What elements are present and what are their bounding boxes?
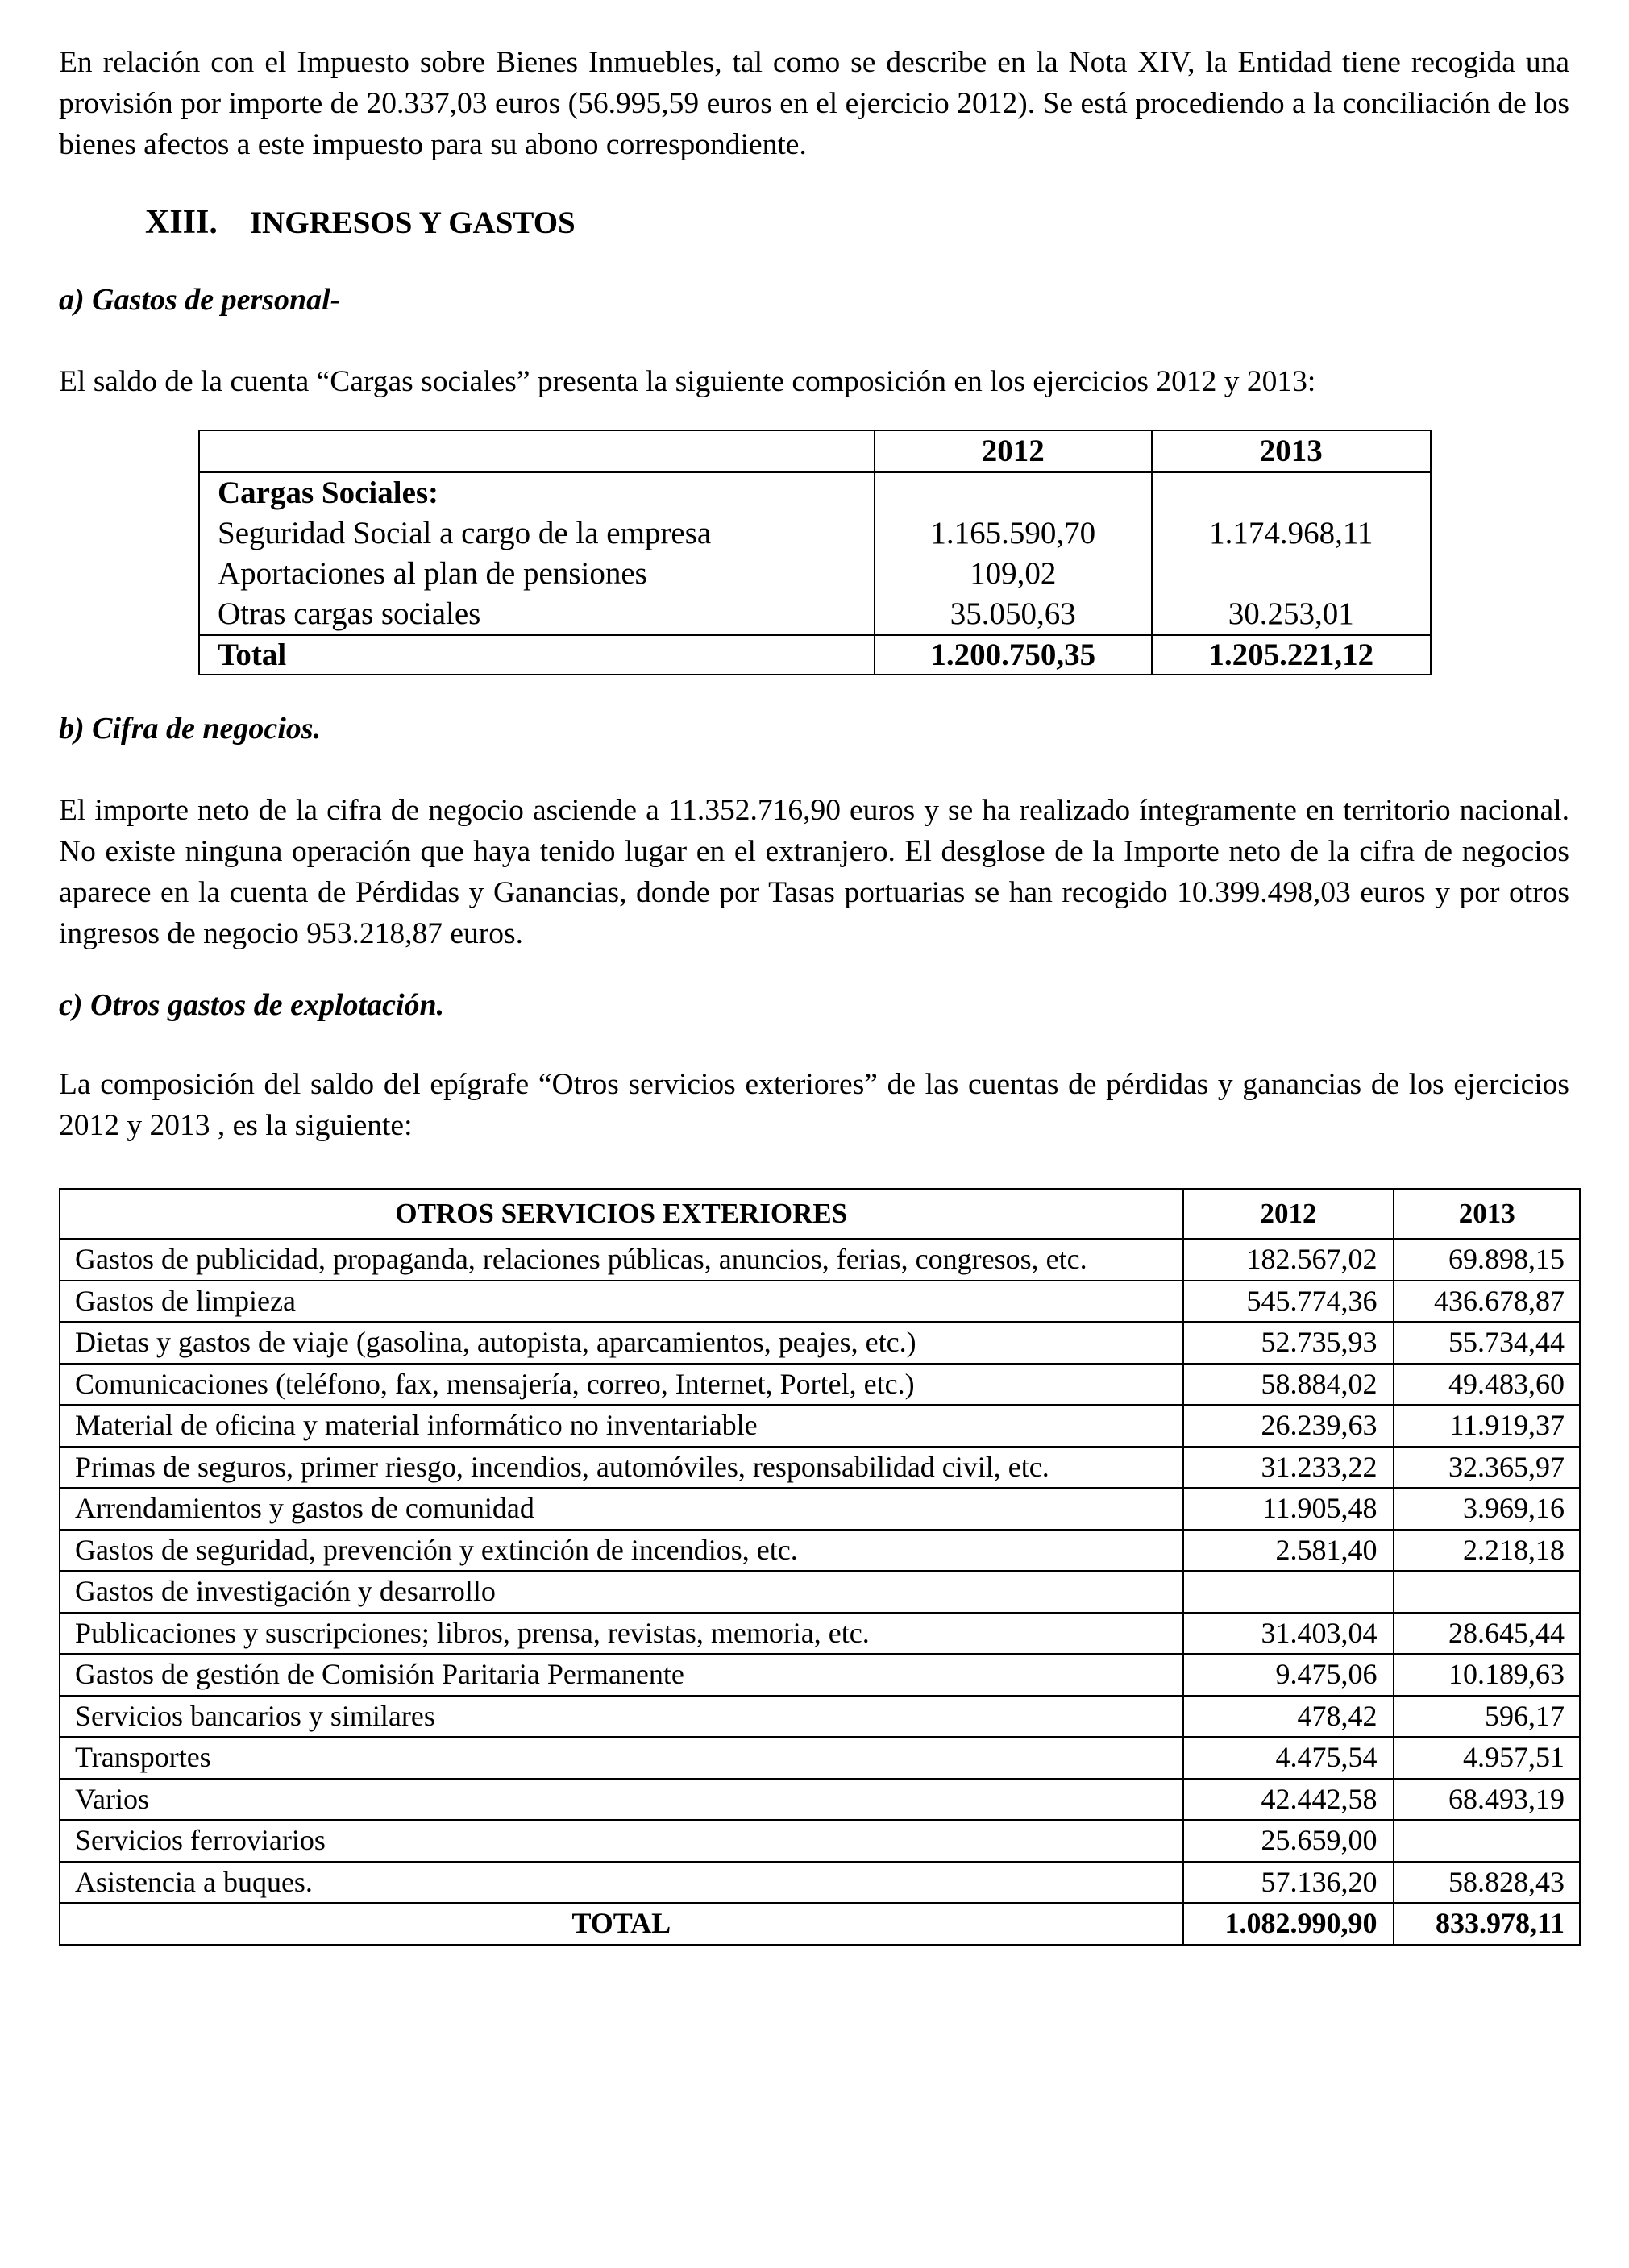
row-label: Gastos de publicidad, propaganda, relaciones públicas, anuncios, ferias, congresos, etc. [60, 1239, 1183, 1281]
table-header-cell [199, 430, 875, 472]
value-cell: 3.969,16 [1394, 1488, 1580, 1530]
value-cell [1394, 1820, 1580, 1862]
value-cell: 28.645,44 [1394, 1613, 1580, 1655]
table-row [60, 1405, 1580, 1447]
cargas-sociales-table [198, 430, 1432, 675]
row-label: Servicios ferroviarios [60, 1820, 1183, 1862]
value-cell: 182.567,02 [1183, 1239, 1394, 1281]
row-label: Seguridad Social a cargo de la empresa [218, 516, 712, 550]
table-body [60, 1239, 1580, 1903]
value-cell: 30.253,01 [1228, 596, 1354, 631]
value-cell: 25.659,00 [1183, 1820, 1394, 1862]
section-title: INGRESOS Y GASTOS [249, 206, 576, 240]
section-number: XIII. [145, 204, 218, 241]
value-cell: 11.905,48 [1183, 1488, 1394, 1530]
value-cell [1183, 1571, 1394, 1613]
value-cell: 11.919,37 [1394, 1405, 1580, 1447]
value-cell: 69.898,15 [1394, 1239, 1580, 1281]
table-header-row [60, 1189, 1580, 1239]
total-value: 1.200.750,35 [875, 635, 1152, 675]
value-cell: 2.218,18 [1394, 1530, 1580, 1572]
row-label: Gastos de investigación y desarrollo [60, 1571, 1183, 1613]
otros-servicios-table [59, 1188, 1581, 1946]
row-label: Varios [60, 1779, 1183, 1821]
value-cell: 478,42 [1183, 1696, 1394, 1738]
table-row [60, 1654, 1580, 1696]
table-row [60, 1322, 1580, 1364]
value-cell: 4.957,51 [1394, 1737, 1580, 1779]
gastos-personal-text: El saldo de la cuenta “Cargas sociales” presenta la siguiente composición en los ejercicios 2012 y 2013: [59, 365, 1316, 398]
row-label: Otras cargas sociales [218, 596, 481, 631]
value-cell: 58.828,43 [1394, 1862, 1580, 1904]
value-cell [1394, 1571, 1580, 1613]
value-cell: 49.483,60 [1394, 1364, 1580, 1406]
value-cell: 26.239,63 [1183, 1405, 1394, 1447]
row-label: Publicaciones y suscripciones; libros, prensa, revistas, memoria, etc. [60, 1613, 1183, 1655]
value-cell: 55.734,44 [1394, 1322, 1580, 1364]
value-cell: 4.475,54 [1183, 1737, 1394, 1779]
table-body [199, 472, 1431, 635]
subheading-otros-gastos: c) Otros gastos de explotación. [59, 988, 445, 1022]
value-cell: 57.136,20 [1183, 1862, 1394, 1904]
row-label: Aportaciones al plan de pensiones [218, 556, 647, 591]
row-label: Dietas y gastos de viaje (gasolina, autopista, aparcamientos, peajes, etc.) [60, 1322, 1183, 1364]
year-2013-column [1152, 472, 1431, 635]
table-row [60, 1364, 1580, 1406]
subheading-gastos-personal: a) Gastos de personal- [59, 283, 341, 317]
total-label: TOTAL [60, 1903, 1183, 1945]
table-row [60, 1696, 1580, 1738]
table-row [60, 1613, 1580, 1655]
row-label: Gastos de gestión de Comisión Paritaria Permanente [60, 1654, 1183, 1696]
total-value: 1.082.990,90 [1183, 1903, 1394, 1945]
value-cell: 52.735,93 [1183, 1322, 1394, 1364]
value-cell: 10.189,63 [1394, 1654, 1580, 1696]
value-cell: 32.365,97 [1394, 1447, 1580, 1489]
group-label: Cargas Sociales: [218, 476, 439, 510]
row-label: Primas de seguros, primer riesgo, incendios, automóviles, responsabilidad civil, etc. [60, 1447, 1183, 1489]
table-header-cell: 2013 [1394, 1189, 1580, 1239]
value-cell: 31.233,22 [1183, 1447, 1394, 1489]
cifra-negocios-text: El importe neto de la cifra de negocio asciende a 11.352.716,90 euros y se ha realizado íntegramente en territorio nacional. No existe ninguna operación que haya tenido lugar en el extranjero. El desglose de la Importe neto de la cifra de negocios aparece en la cuenta de Pérdidas y Ganancias, donde por Tasas portuarias se han recogido 10.399.498,03 euros y por otros ingresos de negocio 953.218,87 euros. [59, 794, 1569, 950]
total-row [60, 1903, 1580, 1945]
intro-paragraph: En relación con el Impuesto sobre Bienes Inmuebles, tal como se describe en la Nota XIV, la Entidad tiene recogida una provisión por importe de 20.337,03 euros (56.995,59 euros en el ejercicio 2012). Se está procediendo a la conciliación de los bienes afectos a este impuesto para su abono correspondiente. [59, 46, 1569, 161]
table-header-cell: 2013 [1152, 430, 1431, 472]
row-label: Servicios bancarios y similares [60, 1696, 1183, 1738]
concept-column [199, 472, 875, 635]
value-cell: 1.165.590,70 [930, 516, 1096, 550]
table-row [60, 1281, 1580, 1323]
row-label: Gastos de seguridad, prevención y extinción de incendios, etc. [60, 1530, 1183, 1572]
value-cell: 31.403,04 [1183, 1613, 1394, 1655]
table-row [60, 1779, 1580, 1821]
total-value: 833.978,11 [1394, 1903, 1580, 1945]
table-header-cell: 2012 [875, 430, 1152, 472]
table-row [60, 1862, 1580, 1904]
value-cell: 9.475,06 [1183, 1654, 1394, 1696]
table-row [60, 1571, 1580, 1613]
value-cell: 596,17 [1394, 1696, 1580, 1738]
row-label: Asistencia a buques. [60, 1862, 1183, 1904]
row-label: Gastos de limpieza [60, 1281, 1183, 1323]
table-row [60, 1488, 1580, 1530]
table-header-cell: OTROS SERVICIOS EXTERIORES [60, 1189, 1183, 1239]
subheading-cifra-negocios: b) Cifra de negocios. [59, 712, 322, 746]
value-cell: 109,02 [970, 556, 1057, 591]
value-cell: 42.442,58 [1183, 1779, 1394, 1821]
value-cell [1153, 554, 1430, 594]
table-row [60, 1239, 1580, 1281]
value-cell: 58.884,02 [1183, 1364, 1394, 1406]
section-heading [145, 203, 576, 242]
table-header-row [199, 430, 1431, 472]
year-2012-column [875, 472, 1152, 635]
total-value: 1.205.221,12 [1152, 635, 1431, 675]
table-row [60, 1820, 1580, 1862]
row-label: Transportes [60, 1737, 1183, 1779]
table-row [60, 1737, 1580, 1779]
total-row [199, 635, 1431, 675]
table-row [60, 1447, 1580, 1489]
table-header-cell: 2012 [1183, 1189, 1394, 1239]
otros-gastos-text: La composición del saldo del epígrafe “Otros servicios exteriores” de las cuentas de pérdidas y ganancias de los ejercicios 2012 y 2013 , es la siguiente: [59, 1068, 1569, 1142]
table-row [60, 1530, 1580, 1572]
value-cell: 68.493,19 [1394, 1779, 1580, 1821]
total-label: Total [199, 635, 875, 675]
value-cell: 436.678,87 [1394, 1281, 1580, 1323]
row-label: Material de oficina y material informático no inventariable [60, 1405, 1183, 1447]
value-cell: 35.050,63 [950, 596, 1076, 631]
value-cell: 1.174.968,11 [1209, 516, 1373, 550]
row-label: Comunicaciones (teléfono, fax, mensajería, correo, Internet, Portel, etc.) [60, 1364, 1183, 1406]
value-cell: 545.774,36 [1183, 1281, 1394, 1323]
row-label: Arrendamientos y gastos de comunidad [60, 1488, 1183, 1530]
value-cell: 2.581,40 [1183, 1530, 1394, 1572]
